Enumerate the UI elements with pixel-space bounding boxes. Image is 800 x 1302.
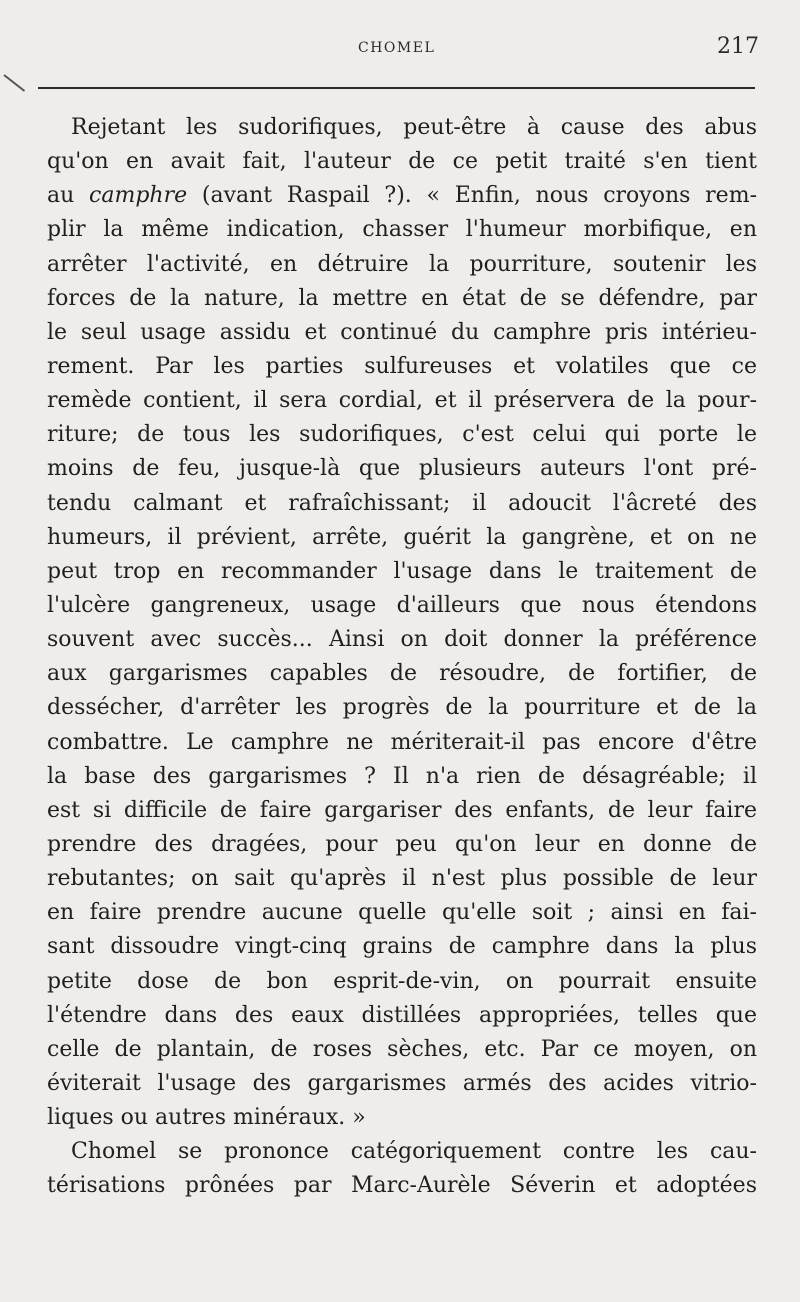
text-line: Rejetant les sudorifiques, peut-être à cause des abus (71, 115, 757, 140)
text-line: au camphre (avant Raspail ?). « Enfin, nous croyons rem- (47, 183, 757, 209)
margin-mark (3, 74, 25, 92)
text-line: humeurs, il prévient, arrête, guérit la gangrène, et on ne (47, 524, 757, 550)
text-line: l'ulcère gangreneux, usage d'ailleurs que nous étendons (47, 592, 757, 618)
text-line: riture; de tous les sudorifiques, c'est celui qui porte le (47, 422, 757, 448)
running-head (0, 36, 800, 60)
text-line: moins de feu, jusque-là que plusieurs auteurs l'ont pré- (47, 456, 757, 482)
text-line: prendre des dragées, pour peu qu'on leur en donne de (47, 831, 757, 857)
text-line: celle de plantain, de roses sèches, etc. Par ce moyen, on (47, 1036, 757, 1062)
text-line: plir la même indication, chasser l'humeur morbifique, en (47, 217, 757, 243)
text-line: l'étendre dans des eaux distillées appropriées, telles que (47, 1002, 757, 1028)
italic-word: camphre (89, 183, 188, 209)
text-line: térisations prônées par Marc-Aurèle Séverin et adoptées (47, 1173, 757, 1199)
body-text (47, 111, 757, 1204)
running-title: CHOMEL (358, 40, 436, 56)
text-line: Chomel se prononce catégoriquement contre les cau- (71, 1139, 757, 1165)
text-line: est si difficile de faire gargariser des enfants, de leur faire (47, 797, 757, 823)
text-line: sant dissoudre vingt-cinq grains de camphre dans la plus (47, 934, 757, 960)
text-line: petite dose de bon esprit-de-vin, on pourrait ensuite (47, 968, 757, 994)
text-line: forces de la nature, la mettre en état de se défendre, par (47, 285, 757, 311)
text-line: le seul usage assidu et continué du camphre pris intérieu- (47, 319, 757, 345)
text-line: rement. Par les parties sulfureuses et volatiles que ce (47, 353, 757, 379)
text-line: peut trop en recommander l'usage dans le traitement de (47, 558, 757, 584)
text-line: aux gargarismes capables de résoudre, de fortifier, de (47, 661, 757, 687)
header-rule (38, 87, 755, 89)
text-line: liques ou autres minéraux. » (47, 1105, 366, 1131)
text-line: tendu calmant et rafraîchissant; il adoucit l'âcreté des (47, 490, 757, 516)
text-line: en faire prendre aucune quelle qu'elle soit ; ainsi en fai- (47, 900, 757, 926)
text-line: éviterait l'usage des gargarismes armés des acides vitrio- (47, 1070, 757, 1096)
text-line: la base des gargarismes ? Il n'a rien de désagréable; il (47, 763, 757, 789)
text-line: remède contient, il sera cordial, et il préservera de la pour- (47, 388, 757, 414)
text-line: rebutantes; on sait qu'après il n'est plus possible de leur (47, 866, 757, 892)
page-number: 217 (717, 34, 759, 59)
text-line: dessécher, d'arrêter les progrès de la pourriture et de la (47, 695, 757, 721)
text-line: souvent avec succès... Ainsi on doit donner la préférence (47, 627, 757, 653)
text-line: combattre. Le camphre ne mériterait-il pas encore d'être (47, 729, 757, 755)
text-line: arrêter l'activité, en détruire la pourriture, soutenir les (47, 251, 757, 277)
text-line: qu'on en avait fait, l'auteur de ce petit traité s'en tient (47, 149, 757, 175)
